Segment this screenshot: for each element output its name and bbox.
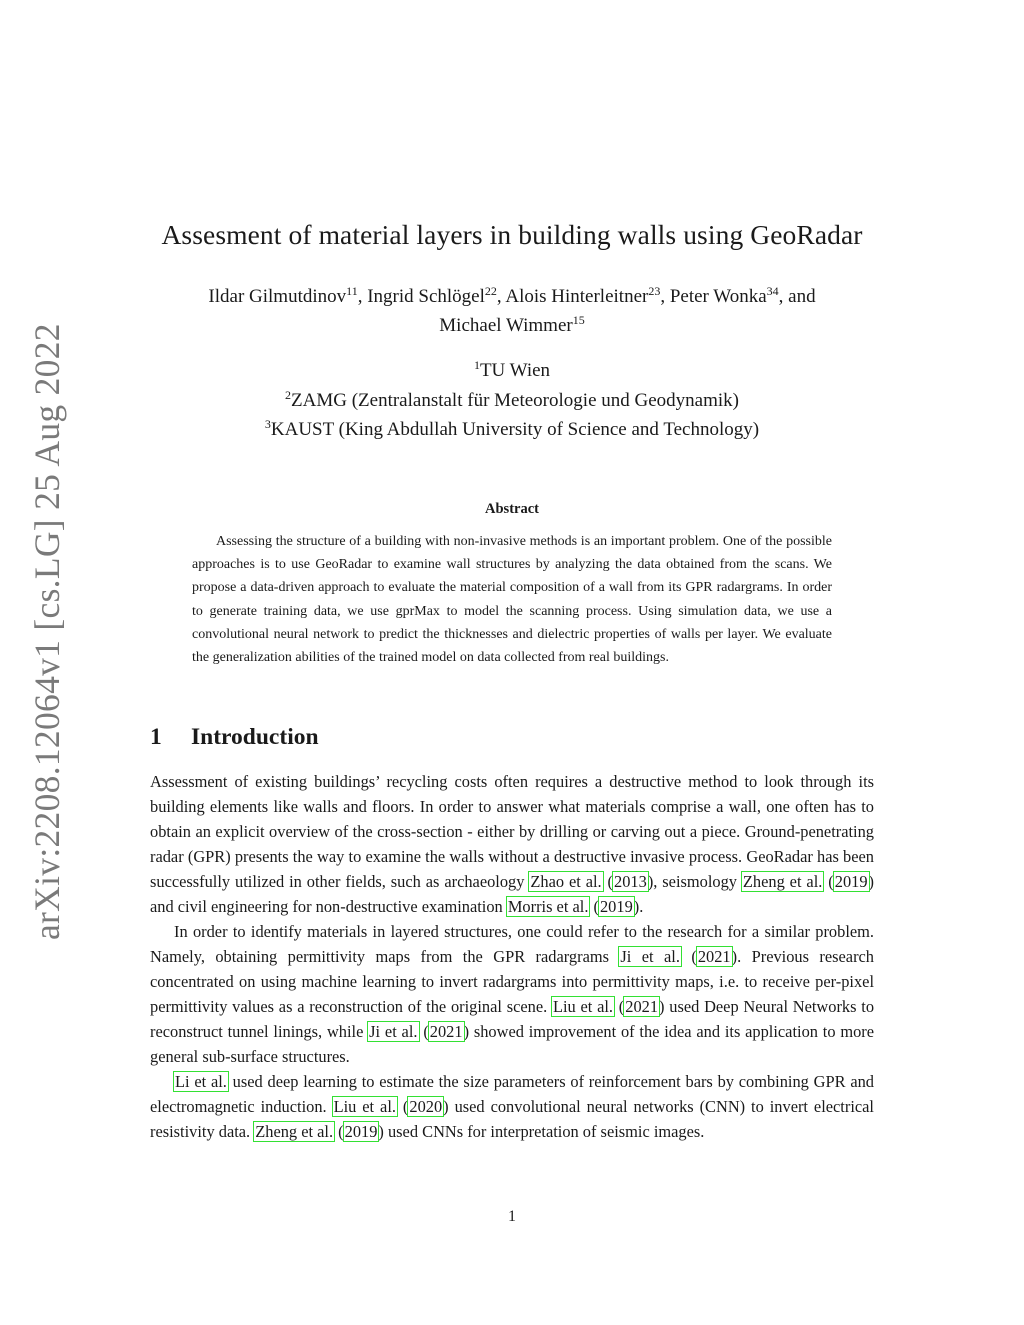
affiliation-text: ZAMG (Zentralanstalt für Meteorologie und Geodynamik) <box>291 389 739 411</box>
affiliation-text: TU Wien <box>479 360 551 381</box>
citation-year-link[interactable]: 2013 <box>614 872 647 891</box>
text-run: used deep learning to estimate the size parameters of reinforcement bars by combining GPR and electromagnetic induction. <box>150 1072 874 1116</box>
section-heading <box>150 724 319 751</box>
author-name: Peter Wonka <box>669 286 767 307</box>
citation-year-link[interactable]: 2021 <box>625 997 659 1016</box>
author-name: Alois Hinterleitner <box>505 286 649 307</box>
affiliation-sup: 3 <box>264 417 271 431</box>
citation-year-link[interactable]: 2019 <box>344 1122 378 1141</box>
author-sup: 23 <box>648 284 661 298</box>
affiliation <box>0 415 1024 445</box>
affiliation-text: KAUST (King Abdullah University of Science and Technology) <box>270 419 760 440</box>
text-run: . <box>639 897 644 916</box>
section-title: Introduction <box>191 724 319 750</box>
citation-link[interactable]: Liu et al. <box>552 997 614 1016</box>
citation-link[interactable]: Ji et al. <box>369 1022 418 1041</box>
page-number: 1 <box>508 1208 516 1225</box>
author-list: Ildar Gilmutdinov$^{11}$, Ingrid Schlögel$^{22}$, Alois Hinterleitner$^{23}$, Peter Wonka$^{34}$, and Michael Wimmer$^{15}$ <box>208 284 816 336</box>
intro-body <box>150 769 874 1144</box>
author-and: and <box>788 286 816 307</box>
text-run: Assessment of existing buildings’ recycling costs often requires a destructive method to look through its building elements like walls and floors. In order to answer what materials comprise a wall, one often has to obtain an explicit overview of the cross-section - either by drilling or carving out a piece. Ground-penetrating radar (GPR) presents the way to examine the walls without a destructive invasive process. GeoRadar has been successfully utilized in other fields, such as archaeology <box>150 772 874 891</box>
paragraph: Li et al. used deep learning to estimate the size parameters of reinforcement bars by combining GPR and electromagnetic induction. Liu et al. (2020) used convolutional neural networks (CNN) to invert electrical resistivity data. Zheng et al. (2019) used CNNs for interpretation of seismic images. <box>150 1072 874 1141</box>
author-name: Ingrid Schlögel <box>367 286 485 307</box>
text-run: used CNNs for interpretation of seismic images. <box>383 1122 705 1141</box>
text-run: used Deep Neural Networks to reconstruct tunnel linings, while <box>150 997 875 1041</box>
abstract-body: Assessing the structure of a building with non-invasive methods is an important problem. One of the possible approaches is to use GeoRadar to examine wall structures by analyzing the data obtained from the scans. We propose a data-driven approach to evaluate the material composition of a wall from its GPR radargrams. In order to generate training data, we use gprMax to model the scanning process. Using simulation data, we use a convolutional neural network to predict the thicknesses and dielectric properties of walls per layer. We evaluate the generalization abilities of the trained model on data collected from real buildings. <box>192 534 832 666</box>
author-sup: 22 <box>484 284 497 298</box>
citation-year-link[interactable]: 2021 <box>429 1022 463 1041</box>
affiliation-sup: 2 <box>285 387 292 402</box>
text-run: , seismology <box>653 872 742 891</box>
affiliation <box>0 356 1024 386</box>
text-run: and civil engineering for non-destructive examination <box>150 897 507 916</box>
paragraph: In order to identify materials in layered structures, one could refer to the research for a similar problem. Namely, obtaining permittivity maps from the GPR radargrams Ji et al. (2021). Previous research concentrated on using machine learning to invert radargrams into permittivity maps, i.e. to receive per-pixel permittivity values as a reconstruction of the original scene. Liu et al. (2021) used Deep Neural Networks to reconstruct tunnel linings, while Ji et al. (2021) showed improvement of the idea and its application to more general sub-surface structures. <box>150 922 875 1066</box>
citation-link[interactable]: Zheng et al. <box>742 872 823 891</box>
citation-year-link[interactable]: 2019 <box>834 872 868 891</box>
abstract-heading: Abstract <box>485 501 539 517</box>
author-name: Michael Wimmer <box>439 315 573 336</box>
citation-link[interactable]: Ji et al. <box>620 947 680 966</box>
affiliation <box>0 386 1024 416</box>
citation-year-link[interactable]: 2019 <box>599 897 633 916</box>
citation-link[interactable]: Li et al. <box>175 1072 227 1091</box>
citation-link[interactable]: Morris et al. <box>507 897 589 916</box>
text-run: . Previous research concentrated on using machine learning to invert radargrams into permittivity maps, i.e. to receive per-pixel permittivity values as a reconstruction of the original scene. <box>150 947 874 1016</box>
author-sup: 15 <box>572 313 585 327</box>
citation-link[interactable]: Liu et al. <box>333 1097 396 1116</box>
citation-year-link[interactable]: 2020 <box>409 1097 443 1116</box>
affiliation-list <box>0 356 1024 445</box>
affiliation-sup: 1 <box>473 358 480 372</box>
arxiv-stamp: arXiv:2208.12064v1 [cs.LG] 25 Aug 2022 <box>27 323 67 940</box>
paper-title: Assesment of material layers in building walls using GeoRadar <box>161 219 863 250</box>
author-sup: 11 <box>346 284 358 298</box>
text-run: showed improvement of the idea and its application to more general sub-surface structures. <box>150 1022 875 1066</box>
author-name: Ildar Gilmutdinov <box>208 286 347 307</box>
paragraph: Assessment of existing buildings’ recycling costs often requires a destructive method to look through its building elements like walls and floors. In order to answer what materials comprise a wall, one often has to obtain an explicit overview of the cross-section - either by drilling or carving out a piece. Ground-penetrating radar (GPR) presents the way to examine the walls without a destructive invasive process. GeoRadar has been successfully utilized in other fields, such as archaeology Zhao et al. (2013), seismology Zheng et al. (2019) and civil engineering for non-destructive examination Morris et al. (2019). <box>150 772 874 916</box>
text-run: used convolutional neural networks (CNN) to invert electrical resistivity data. <box>150 1097 874 1141</box>
citation-year-link[interactable]: 2021 <box>697 947 731 966</box>
author-sup: 34 <box>766 284 779 298</box>
text-run: In order to identify materials in layered structures, one could refer to the research for a similar problem. Namely, obtaining permittivity maps from the GPR radargrams <box>150 922 874 966</box>
section-number: 1 <box>150 724 162 750</box>
citation-link[interactable]: Zhao et al. <box>530 872 602 891</box>
citation-link[interactable]: Zheng et al. <box>255 1122 334 1141</box>
